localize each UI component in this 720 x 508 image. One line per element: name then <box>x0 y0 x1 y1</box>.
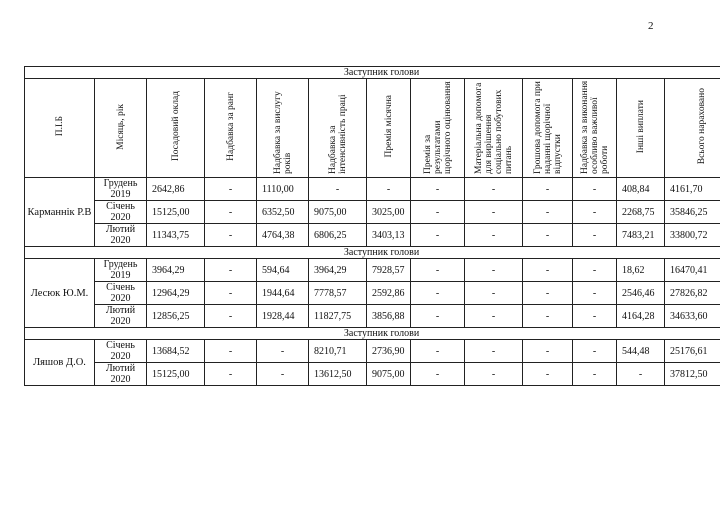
table-row <box>25 178 720 201</box>
value-cell: - <box>205 305 257 328</box>
value-cell: - <box>523 178 573 201</box>
value-cell: 594,64 <box>257 259 309 282</box>
section-title: Заступник голови <box>25 67 720 79</box>
column-header <box>617 79 665 178</box>
month-cell: Січень 2020 <box>95 201 147 224</box>
value-cell: 33800,72 <box>665 224 720 247</box>
value-cell: - <box>411 259 465 282</box>
column-header-label: Надбавка за виконання особливо важливої роботи <box>579 80 610 174</box>
value-cell: - <box>573 178 617 201</box>
value-cell: 35846,25 <box>665 201 720 224</box>
value-cell: - <box>523 305 573 328</box>
employee-name: Карманнік Р.В <box>25 178 95 247</box>
column-header <box>309 79 367 178</box>
value-cell: - <box>309 178 367 201</box>
month-cell: Грудень 2019 <box>95 178 147 201</box>
value-cell: - <box>617 363 665 386</box>
value-cell: 4764,38 <box>257 224 309 247</box>
month-cell: Січень 2020 <box>95 340 147 363</box>
month-cell: Лютий 2020 <box>95 224 147 247</box>
table-row <box>25 224 720 247</box>
column-header-label: П.І.Б <box>54 116 65 137</box>
value-cell: 12856,25 <box>147 305 205 328</box>
employee-name: Лесюк Ю.М. <box>25 259 95 328</box>
value-cell: 7483,21 <box>617 224 665 247</box>
column-header-label: Всього нараховано <box>696 88 707 165</box>
value-cell: 2268,75 <box>617 201 665 224</box>
value-cell: - <box>411 340 465 363</box>
value-cell: - <box>411 282 465 305</box>
section-title: Заступник голови <box>25 247 720 259</box>
value-cell: - <box>465 305 523 328</box>
table-row <box>25 259 720 282</box>
value-cell: - <box>465 259 523 282</box>
value-cell: 1944,64 <box>257 282 309 305</box>
value-cell: - <box>573 340 617 363</box>
value-cell: 9075,00 <box>309 201 367 224</box>
value-cell: 15125,00 <box>147 201 205 224</box>
table-row <box>25 282 720 305</box>
column-header <box>411 79 465 178</box>
column-header <box>257 79 309 178</box>
column-header <box>465 79 523 178</box>
value-cell: - <box>573 363 617 386</box>
value-cell: - <box>465 224 523 247</box>
column-header-label: Надбавка за ранг <box>225 92 236 161</box>
column-header-label: Місяць, рік <box>115 103 126 150</box>
section-title: Заступник голови <box>25 328 720 340</box>
value-cell: - <box>411 305 465 328</box>
salary-table <box>24 66 720 386</box>
value-cell: - <box>411 178 465 201</box>
column-header <box>665 79 720 178</box>
value-cell: 13612,50 <box>309 363 367 386</box>
value-cell: - <box>205 224 257 247</box>
value-cell: - <box>257 363 309 386</box>
value-cell: - <box>573 305 617 328</box>
value-cell: - <box>573 201 617 224</box>
value-cell: 11343,75 <box>147 224 205 247</box>
column-header-label: Надбавка за інтенсивність праці <box>327 93 348 174</box>
value-cell: - <box>411 363 465 386</box>
value-cell: - <box>523 201 573 224</box>
value-cell: 3964,29 <box>147 259 205 282</box>
value-cell: 15125,00 <box>147 363 205 386</box>
value-cell: 2592,86 <box>367 282 411 305</box>
employee-name: Ляшов Д.О. <box>25 340 95 386</box>
month-cell: Січень 2020 <box>95 282 147 305</box>
value-cell: 8210,71 <box>309 340 367 363</box>
page-number: 2 <box>648 20 654 32</box>
value-cell: 2642,86 <box>147 178 205 201</box>
value-cell: - <box>465 340 523 363</box>
value-cell: 7928,57 <box>367 259 411 282</box>
table-row <box>25 363 720 386</box>
column-header-label: Посадовий оклад <box>170 91 181 162</box>
value-cell: 37812,50 <box>665 363 720 386</box>
value-cell: - <box>205 178 257 201</box>
value-cell: 3856,88 <box>367 305 411 328</box>
value-cell: - <box>205 282 257 305</box>
value-cell: 27826,82 <box>665 282 720 305</box>
value-cell: - <box>465 363 523 386</box>
value-cell: 9075,00 <box>367 363 411 386</box>
column-header-label: Грошова допомога при наданні щорічної відпустки <box>532 80 563 174</box>
value-cell: - <box>465 178 523 201</box>
value-cell: - <box>257 340 309 363</box>
column-header-label: Премія місячна <box>383 95 394 158</box>
value-cell: - <box>465 201 523 224</box>
value-cell: - <box>523 340 573 363</box>
value-cell: 1110,00 <box>257 178 309 201</box>
column-header <box>95 79 147 178</box>
column-header-label: Матеріальна допомога для вирішення соціально побутових питань <box>473 82 514 174</box>
value-cell: - <box>573 282 617 305</box>
value-cell: 1928,44 <box>257 305 309 328</box>
month-cell: Лютий 2020 <box>95 305 147 328</box>
value-cell: - <box>367 178 411 201</box>
column-header <box>573 79 617 178</box>
column-header <box>367 79 411 178</box>
value-cell: - <box>205 340 257 363</box>
value-cell: - <box>573 259 617 282</box>
value-cell: - <box>523 282 573 305</box>
value-cell: 7778,57 <box>309 282 367 305</box>
column-header <box>523 79 573 178</box>
value-cell: - <box>573 224 617 247</box>
column-header <box>147 79 205 178</box>
column-header <box>25 79 95 178</box>
value-cell: 34633,60 <box>665 305 720 328</box>
value-cell: 6352,50 <box>257 201 309 224</box>
month-cell: Грудень 2019 <box>95 259 147 282</box>
value-cell: 16470,41 <box>665 259 720 282</box>
value-cell: 3025,00 <box>367 201 411 224</box>
value-cell: 2736,90 <box>367 340 411 363</box>
table-row <box>25 305 720 328</box>
column-header-label: Інші виплати <box>635 99 646 154</box>
value-cell: - <box>523 224 573 247</box>
value-cell: 544,48 <box>617 340 665 363</box>
value-cell: 6806,25 <box>309 224 367 247</box>
value-cell: 13684,52 <box>147 340 205 363</box>
value-cell: - <box>205 363 257 386</box>
value-cell: - <box>465 282 523 305</box>
value-cell: 3964,29 <box>309 259 367 282</box>
value-cell: 2546,46 <box>617 282 665 305</box>
value-cell: - <box>411 201 465 224</box>
column-header-label: Премія за результатами щорічного оцінювання <box>422 80 453 174</box>
value-cell: - <box>523 363 573 386</box>
table-row <box>25 340 720 363</box>
value-cell: 408,84 <box>617 178 665 201</box>
value-cell: - <box>411 224 465 247</box>
value-cell: - <box>523 259 573 282</box>
table-row <box>25 201 720 224</box>
column-header-label: Надбавка за вислугу років <box>272 90 293 174</box>
value-cell: 4161,70 <box>665 178 720 201</box>
value-cell: - <box>205 259 257 282</box>
value-cell: 25176,61 <box>665 340 720 363</box>
value-cell: 18,62 <box>617 259 665 282</box>
month-cell: Лютий 2020 <box>95 363 147 386</box>
value-cell: 4164,28 <box>617 305 665 328</box>
value-cell: 11827,75 <box>309 305 367 328</box>
value-cell: 12964,29 <box>147 282 205 305</box>
value-cell: 3403,13 <box>367 224 411 247</box>
value-cell: - <box>205 201 257 224</box>
column-header <box>205 79 257 178</box>
